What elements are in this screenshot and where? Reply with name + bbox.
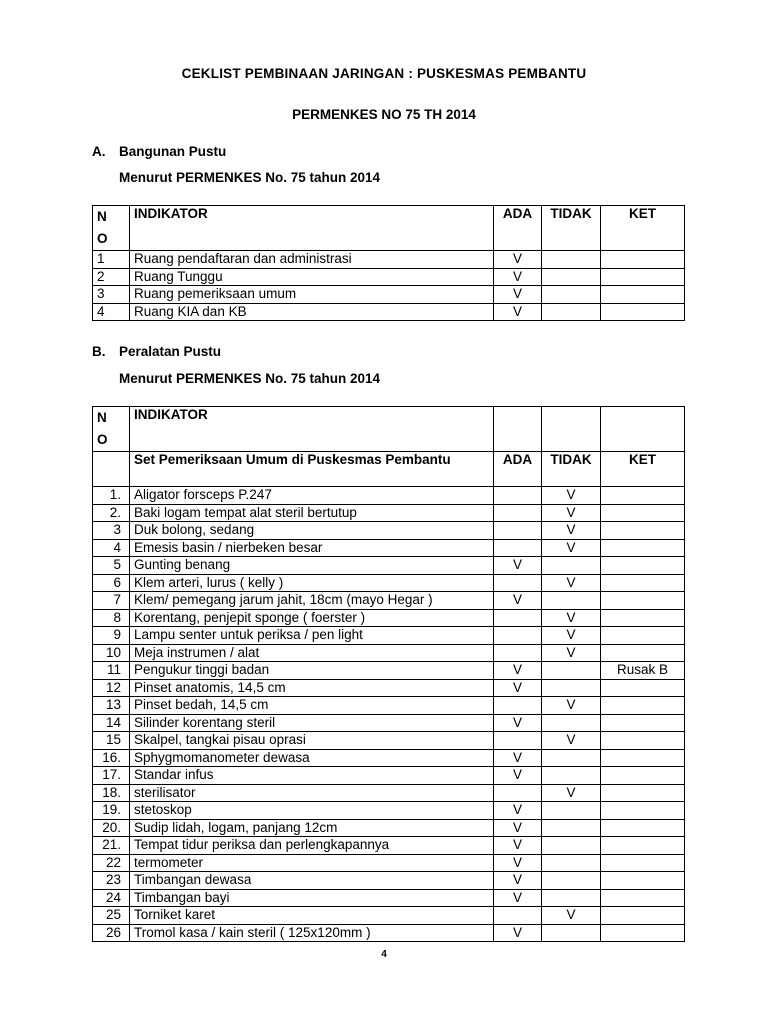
- header-empty-tidak: [542, 407, 601, 452]
- header-empty-ada: [494, 407, 542, 452]
- row-indikator: Klem arteri, lurus ( kelly ): [130, 574, 494, 592]
- table-row: [93, 679, 685, 697]
- row-number: 4: [93, 539, 130, 557]
- row-indikator: Klem/ pemegang jarum jahit, 18cm (mayo Hegar ): [130, 592, 494, 610]
- row-ket: [601, 539, 685, 557]
- row-tidak-mark: [542, 924, 601, 942]
- row-number: 1: [93, 251, 130, 269]
- table-row: [93, 714, 685, 732]
- table-row: [93, 286, 685, 304]
- row-ket: [601, 557, 685, 575]
- row-ada-mark: [494, 609, 542, 627]
- row-ket: [601, 802, 685, 820]
- row-number: 24: [93, 889, 130, 907]
- row-ada-mark: [494, 522, 542, 540]
- header-indikator: INDIKATOR: [130, 206, 494, 251]
- row-ket: [601, 872, 685, 890]
- row-ada-mark: V: [494, 268, 542, 286]
- table-row: [93, 644, 685, 662]
- row-tidak-mark: V: [542, 574, 601, 592]
- header-no: N O: [93, 407, 130, 452]
- document-subtitle: PERMENKES NO 75 TH 2014: [292, 107, 476, 122]
- row-ada-mark: V: [494, 819, 542, 837]
- row-number: 14: [93, 714, 130, 732]
- subheader-empty-no: [93, 452, 130, 487]
- page-number: 4: [381, 949, 387, 960]
- header-ada: ADA: [494, 206, 542, 251]
- section-b-title: Peralatan Pustu: [119, 344, 222, 359]
- section-b-table: [92, 406, 685, 942]
- header-tidak: TIDAK: [542, 452, 601, 487]
- table-row: [93, 539, 685, 557]
- row-number: 1.: [93, 487, 130, 505]
- row-ket: [601, 784, 685, 802]
- row-ket: [601, 679, 685, 697]
- row-ket: [601, 854, 685, 872]
- table-row: [93, 854, 685, 872]
- row-number: 3: [93, 286, 130, 304]
- table-row: [93, 732, 685, 750]
- row-number: 11: [93, 662, 130, 680]
- row-indikator: Timbangan bayi: [130, 889, 494, 907]
- section-a-subheading: Menurut PERMENKES No. 75 tahun 2014: [119, 170, 381, 185]
- row-ada-mark: V: [494, 286, 542, 304]
- table-header-row: [93, 407, 685, 452]
- row-tidak-mark: [542, 802, 601, 820]
- row-indikator: stetoskop: [130, 802, 494, 820]
- row-ket: [601, 924, 685, 942]
- header-no: N O: [93, 206, 130, 251]
- row-indikator: Lampu senter untuk periksa / pen light: [130, 627, 494, 645]
- row-ada-mark: [494, 644, 542, 662]
- row-tidak-mark: V: [542, 522, 601, 540]
- row-indikator: sterilisator: [130, 784, 494, 802]
- row-number: 19.: [93, 802, 130, 820]
- table-row: [93, 802, 685, 820]
- section-b-heading: [92, 344, 221, 359]
- row-tidak-mark: [542, 714, 601, 732]
- table-row: [93, 487, 685, 505]
- row-tidak-mark: [542, 557, 601, 575]
- row-ada-mark: [494, 732, 542, 750]
- row-ket: [601, 303, 685, 321]
- row-number: 7: [93, 592, 130, 610]
- row-ada-mark: [494, 504, 542, 522]
- row-number: 3: [93, 522, 130, 540]
- row-ada-mark: V: [494, 802, 542, 820]
- table-row: [93, 557, 685, 575]
- row-ket: [601, 819, 685, 837]
- subheader-set-title: Set Pemeriksaan Umum di Puskesmas Pembantu: [130, 452, 494, 487]
- row-ket: [601, 504, 685, 522]
- row-number: 6: [93, 574, 130, 592]
- row-number: 15: [93, 732, 130, 750]
- row-indikator: Pinset anatomis, 14,5 cm: [130, 679, 494, 697]
- header-ada: ADA: [494, 452, 542, 487]
- row-indikator: Emesis basin / nierbeken besar: [130, 539, 494, 557]
- row-indikator: Sphygmomanometer dewasa: [130, 749, 494, 767]
- table-row: [93, 592, 685, 610]
- table-row: [93, 574, 685, 592]
- row-number: 16.: [93, 749, 130, 767]
- row-tidak-mark: V: [542, 907, 601, 925]
- row-ket: Rusak B: [601, 662, 685, 680]
- row-tidak-mark: [542, 592, 601, 610]
- row-number: 5: [93, 557, 130, 575]
- row-tidak-mark: [542, 268, 601, 286]
- row-ket: [601, 749, 685, 767]
- table-row: [93, 767, 685, 785]
- row-ket: [601, 907, 685, 925]
- row-ket: [601, 522, 685, 540]
- row-number: 8: [93, 609, 130, 627]
- row-tidak-mark: [542, 286, 601, 304]
- row-ada-mark: V: [494, 557, 542, 575]
- row-indikator: Ruang Tunggu: [130, 268, 494, 286]
- row-number: 17.: [93, 767, 130, 785]
- row-tidak-mark: [542, 837, 601, 855]
- row-tidak-mark: V: [542, 697, 601, 715]
- row-tidak-mark: V: [542, 627, 601, 645]
- header-indikator: INDIKATOR: [130, 407, 494, 452]
- row-number: 13: [93, 697, 130, 715]
- header-ket: KET: [601, 452, 685, 487]
- row-ada-mark: [494, 697, 542, 715]
- section-a-letter: A.: [92, 144, 106, 159]
- row-indikator: Tromol kasa / kain steril ( 125x120mm ): [130, 924, 494, 942]
- row-indikator: Pengukur tinggi badan: [130, 662, 494, 680]
- row-indikator: Meja instrumen / alat: [130, 644, 494, 662]
- row-number: 21.: [93, 837, 130, 855]
- row-indikator: Timbangan dewasa: [130, 872, 494, 890]
- row-ket: [601, 574, 685, 592]
- row-indikator: Ruang KIA dan KB: [130, 303, 494, 321]
- row-tidak-mark: [542, 662, 601, 680]
- section-a-heading: [92, 144, 226, 159]
- table-row: [93, 697, 685, 715]
- row-ada-mark: V: [494, 662, 542, 680]
- table-row: [93, 522, 685, 540]
- row-indikator: Silinder korentang steril: [130, 714, 494, 732]
- row-ada-mark: V: [494, 714, 542, 732]
- row-ada-mark: V: [494, 592, 542, 610]
- row-tidak-mark: [542, 679, 601, 697]
- section-a-table: [92, 205, 685, 321]
- row-ket: [601, 767, 685, 785]
- table-row: [93, 303, 685, 321]
- row-number: 25: [93, 907, 130, 925]
- header-tidak: TIDAK: [542, 206, 601, 251]
- table-row: [93, 627, 685, 645]
- table-header-row: [93, 206, 685, 251]
- row-number: 12: [93, 679, 130, 697]
- row-ada-mark: [494, 627, 542, 645]
- row-ada-mark: [494, 574, 542, 592]
- row-ada-mark: V: [494, 854, 542, 872]
- row-ada-mark: [494, 907, 542, 925]
- table-row: [93, 889, 685, 907]
- document-title: CEKLIST PEMBINAAN JARINGAN : PUSKESMAS PEMBANTU: [181, 66, 587, 81]
- row-ket: [601, 592, 685, 610]
- row-indikator: Tempat tidur periksa dan perlengkapannya: [130, 837, 494, 855]
- row-indikator: Standar infus: [130, 767, 494, 785]
- row-indikator: termometer: [130, 854, 494, 872]
- row-ada-mark: [494, 784, 542, 802]
- row-tidak-mark: V: [542, 539, 601, 557]
- row-ket: [601, 837, 685, 855]
- row-indikator: Sudip lidah, logam, panjang 12cm: [130, 819, 494, 837]
- row-number: 9: [93, 627, 130, 645]
- row-tidak-mark: V: [542, 732, 601, 750]
- row-number: 2.: [93, 504, 130, 522]
- row-tidak-mark: V: [542, 644, 601, 662]
- row-tidak-mark: [542, 251, 601, 269]
- row-number: 20.: [93, 819, 130, 837]
- table-row: [93, 819, 685, 837]
- header-ket: KET: [601, 206, 685, 251]
- row-indikator: Duk bolong, sedang: [130, 522, 494, 540]
- row-ket: [601, 732, 685, 750]
- row-tidak-mark: [542, 854, 601, 872]
- row-ada-mark: V: [494, 889, 542, 907]
- row-number: 10: [93, 644, 130, 662]
- row-ket: [601, 714, 685, 732]
- row-ada-mark: V: [494, 679, 542, 697]
- row-tidak-mark: [542, 303, 601, 321]
- row-ket: [601, 697, 685, 715]
- row-ket: [601, 609, 685, 627]
- row-ada-mark: V: [494, 303, 542, 321]
- row-ket: [601, 889, 685, 907]
- row-ket: [601, 627, 685, 645]
- section-b-subheading: Menurut PERMENKES No. 75 tahun 2014: [119, 371, 381, 386]
- table-row: [93, 872, 685, 890]
- row-number: 26: [93, 924, 130, 942]
- row-ada-mark: [494, 487, 542, 505]
- row-tidak-mark: V: [542, 784, 601, 802]
- table-row: [93, 749, 685, 767]
- row-tidak-mark: [542, 889, 601, 907]
- row-tidak-mark: [542, 819, 601, 837]
- section-a-title: Bangunan Pustu: [119, 144, 227, 159]
- row-ada-mark: V: [494, 749, 542, 767]
- row-number: 2: [93, 268, 130, 286]
- table-subheader-row: [93, 452, 685, 487]
- row-ada-mark: V: [494, 837, 542, 855]
- row-number: 4: [93, 303, 130, 321]
- row-indikator: Skalpel, tangkai pisau oprasi: [130, 732, 494, 750]
- row-ada-mark: V: [494, 251, 542, 269]
- table-row: [93, 251, 685, 269]
- row-tidak-mark: V: [542, 487, 601, 505]
- row-ada-mark: V: [494, 767, 542, 785]
- row-tidak-mark: [542, 872, 601, 890]
- table-row: [93, 784, 685, 802]
- row-number: 22: [93, 854, 130, 872]
- table-row: [93, 837, 685, 855]
- row-indikator: Torniket karet: [130, 907, 494, 925]
- row-ket: [601, 251, 685, 269]
- table-row: [93, 504, 685, 522]
- row-tidak-mark: V: [542, 609, 601, 627]
- row-tidak-mark: [542, 767, 601, 785]
- table-row: [93, 609, 685, 627]
- row-tidak-mark: [542, 749, 601, 767]
- table-row: [93, 662, 685, 680]
- row-ada-mark: V: [494, 872, 542, 890]
- row-indikator: Baki logam tempat alat steril bertutup: [130, 504, 494, 522]
- row-tidak-mark: V: [542, 504, 601, 522]
- row-ket: [601, 644, 685, 662]
- row-indikator: Korentang, penjepit sponge ( foerster ): [130, 609, 494, 627]
- header-empty-ket: [601, 407, 685, 452]
- row-number: 23: [93, 872, 130, 890]
- table-row: [93, 907, 685, 925]
- row-indikator: Gunting benang: [130, 557, 494, 575]
- row-indikator: Ruang pemeriksaan umum: [130, 286, 494, 304]
- row-ket: [601, 487, 685, 505]
- row-ket: [601, 268, 685, 286]
- table-row: [93, 268, 685, 286]
- table-row: [93, 924, 685, 942]
- section-b-letter: B.: [92, 344, 106, 359]
- row-number: 18.: [93, 784, 130, 802]
- row-ada-mark: [494, 539, 542, 557]
- row-indikator: Pinset bedah, 14,5 cm: [130, 697, 494, 715]
- row-indikator: Ruang pendaftaran dan administrasi: [130, 251, 494, 269]
- row-indikator: Aligator forsceps P.247: [130, 487, 494, 505]
- row-ket: [601, 286, 685, 304]
- row-ada-mark: V: [494, 924, 542, 942]
